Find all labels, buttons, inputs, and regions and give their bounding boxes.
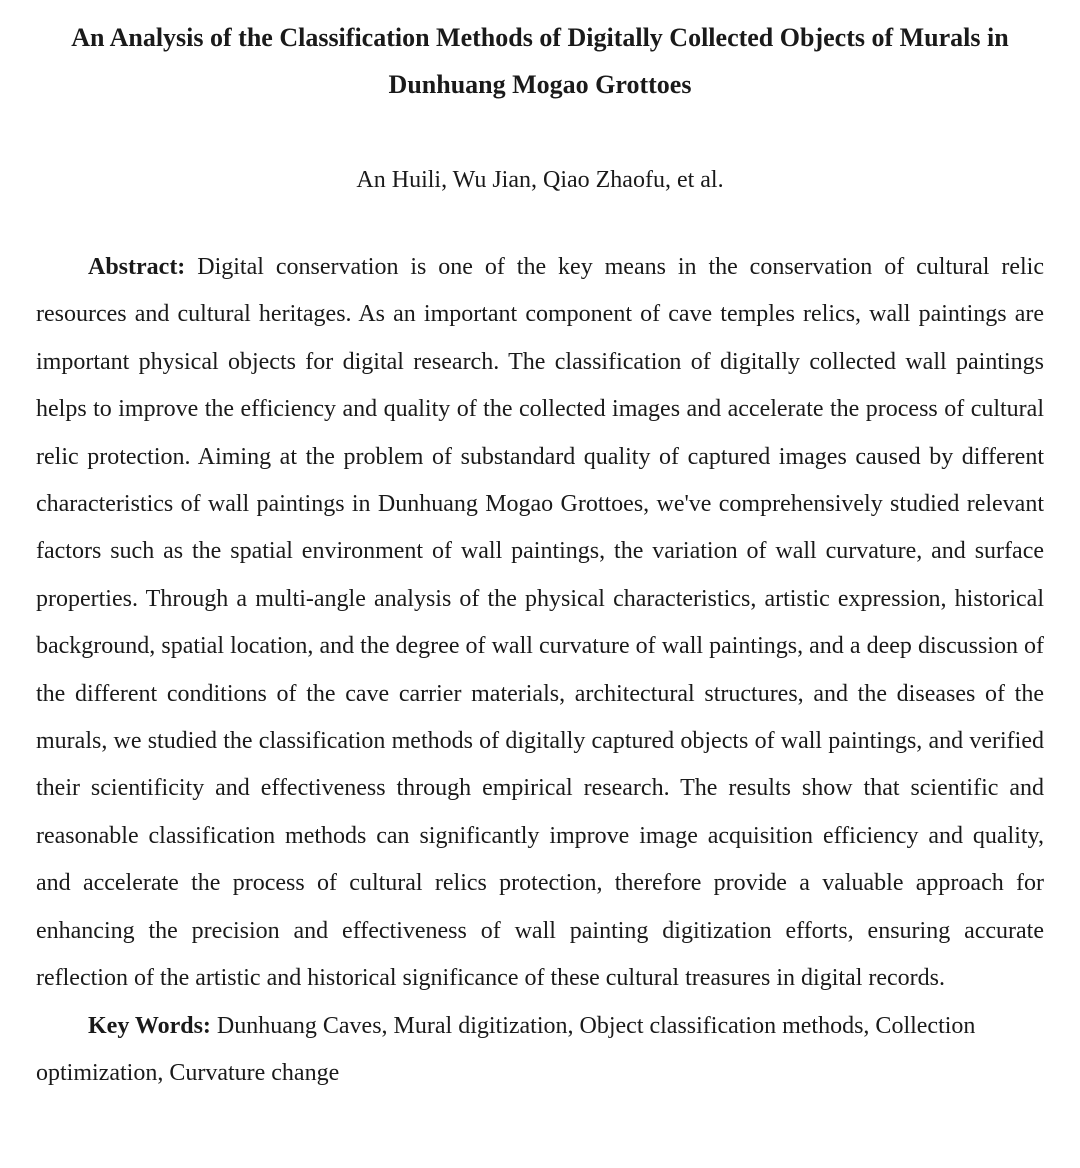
paper-title: An Analysis of the Classification Methods of Digitally Collected Objects of Murals in Dunhuang Mogao Grottoes [71, 23, 1009, 99]
abstract-label: Abstract: [88, 254, 186, 280]
paper-page [0, 14, 1080, 1168]
abstract-paragraph [36, 244, 1044, 1003]
keywords-text: Dunhuang Caves, Mural digitization, Object classification methods, Collection optimization, Curvature change [36, 1012, 976, 1086]
abstract-text: Digital conservation is one of the key means in the conservation of cultural relic resources and cultural heritages. As an important component of cave temples relics, wall paintings are important physical objects for digital research. The classification of digitally collected wall paintings helps to improve the efficiency and quality of the collected images and accelerate the process of cultural relic protection. Aiming at the problem of substandard quality of captured images caused by different characteristics of wall paintings in Dunhuang Mogao Grottoes, we've comprehensively studied relevant factors such as the spatial environment of wall paintings, the variation of wall curvature, and surface properties. Through a multi-angle analysis of the physical characteristics, artistic expression, historical background, spatial location, and the degree of wall curvature of wall paintings, and a deep discussion of the different conditions of the cave carrier materials, architectural structures, and the diseases of the murals, we studied the classification methods of digitally captured objects of wall paintings, and verified their scientificity and effectiveness through empirical research. The results show that scientific and reasonable classification methods can significantly improve image acquisition efficiency and quality, and accelerate the process of cultural relics protection, therefore provide a valuable approach for enhancing the precision and effectiveness of wall painting digitization efforts, ensuring accurate reflection of the artistic and historical significance of these cultural treasures in digital records. [36, 254, 1045, 992]
keywords-paragraph [36, 1003, 1044, 1098]
keywords-label: Key Words: [88, 1012, 211, 1039]
author-list: An Huili, Wu Jian, Qiao Zhaofu, et al. [356, 167, 724, 193]
